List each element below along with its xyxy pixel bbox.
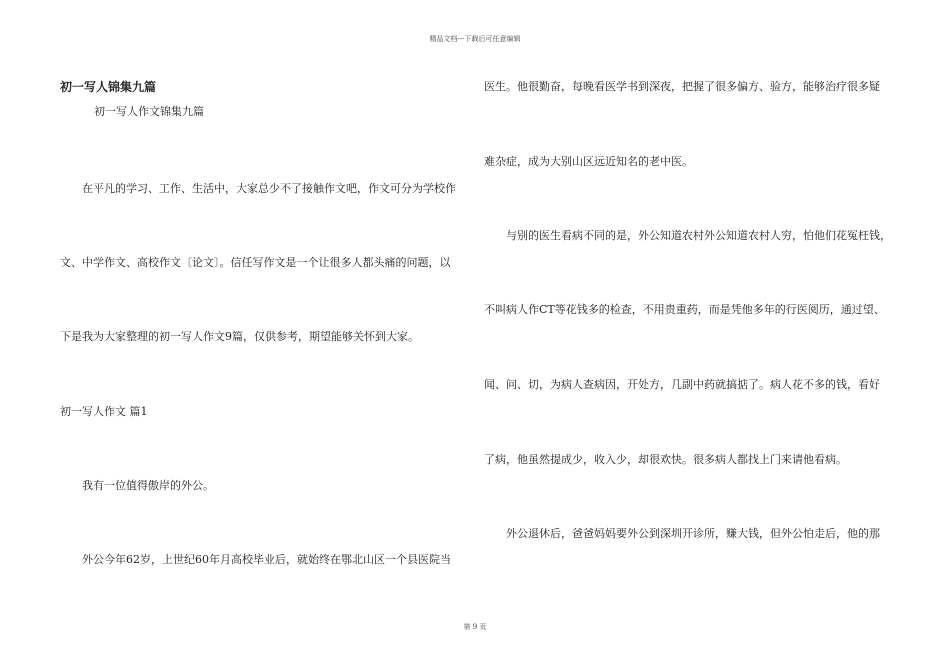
paragraph-line: 下是我为大家整理的初一写人作文9篇，仅供参考，期望能够关怀到大家。 (60, 330, 419, 343)
paragraph-line: 外公今年62岁，上世纪60年月高校毕业后，就始终在鄂北山区一个县医院当 (82, 553, 451, 566)
paragraph-line: 文、中学作文、高校作文〔论文〕。信任写作文是一个让很多人都头痛的问题，以 (60, 256, 451, 269)
paragraph-line: 难杂症，成为大别山区远近知名的老中医。 (484, 155, 693, 168)
page-number: 第 9 页 (463, 623, 487, 631)
page-header: 精品文档---下载后可任意编辑 (429, 35, 521, 43)
paragraph-line: 我有一位值得傲岸的外公。 (82, 479, 214, 492)
paragraph-line: 与别的医生看病不同的是，外公知道农村外公知道农村人穷，怕他们花冤枉钱， (506, 229, 891, 242)
paragraph-line: 在平凡的学习、工作、生活中，大家总少不了接触作文吧，作文可分为学校作 (82, 182, 456, 195)
document-title: 初一写人锦集九篇 (60, 80, 157, 94)
document-subtitle: 初一写人作文锦集九篇 (94, 105, 204, 118)
paragraph-line: 外公退休后，爸爸妈妈要外公到深圳开诊所，赚大钱，但外公怕走后，他的那 (506, 527, 880, 540)
paragraph-line: 医生。他很勤奋，每晚看医学书到深夜，把握了很多偏方、验方，能够治疗很多疑 (484, 80, 880, 93)
section-heading: 初一写人作文 篇1 (60, 405, 148, 418)
paragraph-line: 闻、问、切，为病人查病因，开处方，几副中药就搞掂了。病人花不多的钱，看好 (484, 378, 880, 391)
paragraph-line: 不叫病人作CT等花钱多的检查，不用贵重药，而是凭他多年的行医阅历，通过望、 (484, 303, 885, 316)
paragraph-line: 了病，他虽然提成少，收入少，却很欢快。很多病人都找上门来请他看病。 (484, 453, 847, 466)
